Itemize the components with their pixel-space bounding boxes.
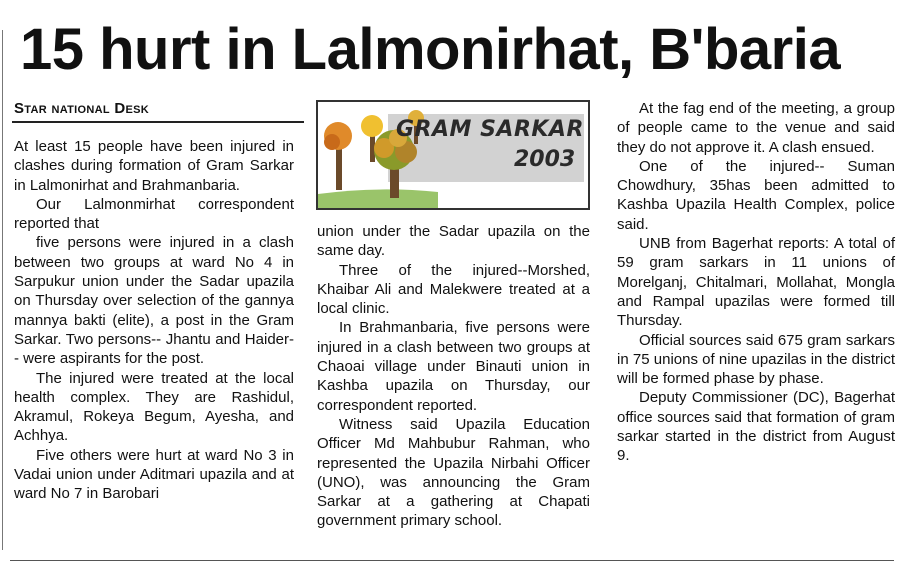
left-column-rule [2, 30, 3, 550]
graphic-title: GRAM SARKAR [396, 117, 584, 142]
paragraph: UNB from Bagerhat reports: A total of 59 gram sarkars in 11 unions of Morelganj, Chitalmari, Mollahat, Mongla and Rampal upazilas were formed till Thursday. [617, 235, 895, 330]
paragraph: In Brahmanbaria, five persons were injured in a clash between two groups at Chaoai village under Binauti union in Kashba upazila on Thursday, our correspondent reported. [317, 319, 590, 414]
article-column-2 [317, 222, 590, 531]
article-column-1 [14, 137, 294, 504]
graphic-year: 2003 [514, 147, 576, 172]
paragraph: Three of the injured--Morshed, Khaibar Ali and Malekwere treated at a local clinic. [317, 261, 590, 318]
bottom-rule [10, 560, 894, 561]
paragraph: The injured were treated at the local health complex. They are Rashidul, Akramul, Rokeya Begum, Ayesha, and Achhya. [14, 369, 294, 445]
paragraph: One of the injured-- Suman Chowdhury, 35has been admitted to Kashba Upazila Health Complex, police said. [617, 157, 895, 233]
paragraph: At least 15 people have been injured in clashes during formation of Gram Sarkar in Lalmonirhat and Brahmanbaria. [14, 138, 294, 194]
paragraph: Five others were hurt at ward No 3 in Vadai union under Aditmari upazila and at ward No 7 in Barobari [14, 446, 294, 503]
paragraph: Deputy Commissioner (DC), Bagerhat office sources said that formation of gram sarkar started in the district from August 9. [617, 389, 895, 465]
byline: Star national Desk [14, 100, 149, 117]
gram-sarkar-graphic [316, 100, 590, 210]
paragraph: Our Lalmonmirhat correspondent reported that [14, 195, 294, 233]
paragraph: five persons were injured in a clash between two groups at ward No 4 in Sarpukur union under the Sadar upazila on Thursday over selection of the gannya mannya bakti (elite), a post in the Gram Sarkar. Two persons-- Jhantu and Haider-- were aspirants for the post. [14, 234, 294, 368]
paragraph: union under the Sadar upazila on the same day. [317, 223, 590, 260]
paragraph: Witness said Upazila Education Officer Md Mahbubur Rahman, who represented the Upazila Nirbahi Officer (UNO), was announcing the Gram Sarkar at a gathering at Chapati government primary school. [317, 415, 590, 530]
headline: 15 hurt in Lalmonirhat, B'baria [20, 17, 841, 82]
byline-underline [12, 121, 304, 123]
paragraph: At the fag end of the meeting, a group of people came to the venue and said they do not approve it. A clash ensued. [617, 100, 895, 156]
paragraph: Official sources said 675 gram sarkars in 75 unions of nine upazilas in the district will be formed phase by phase. [617, 331, 895, 388]
article-column-3 [617, 99, 895, 466]
